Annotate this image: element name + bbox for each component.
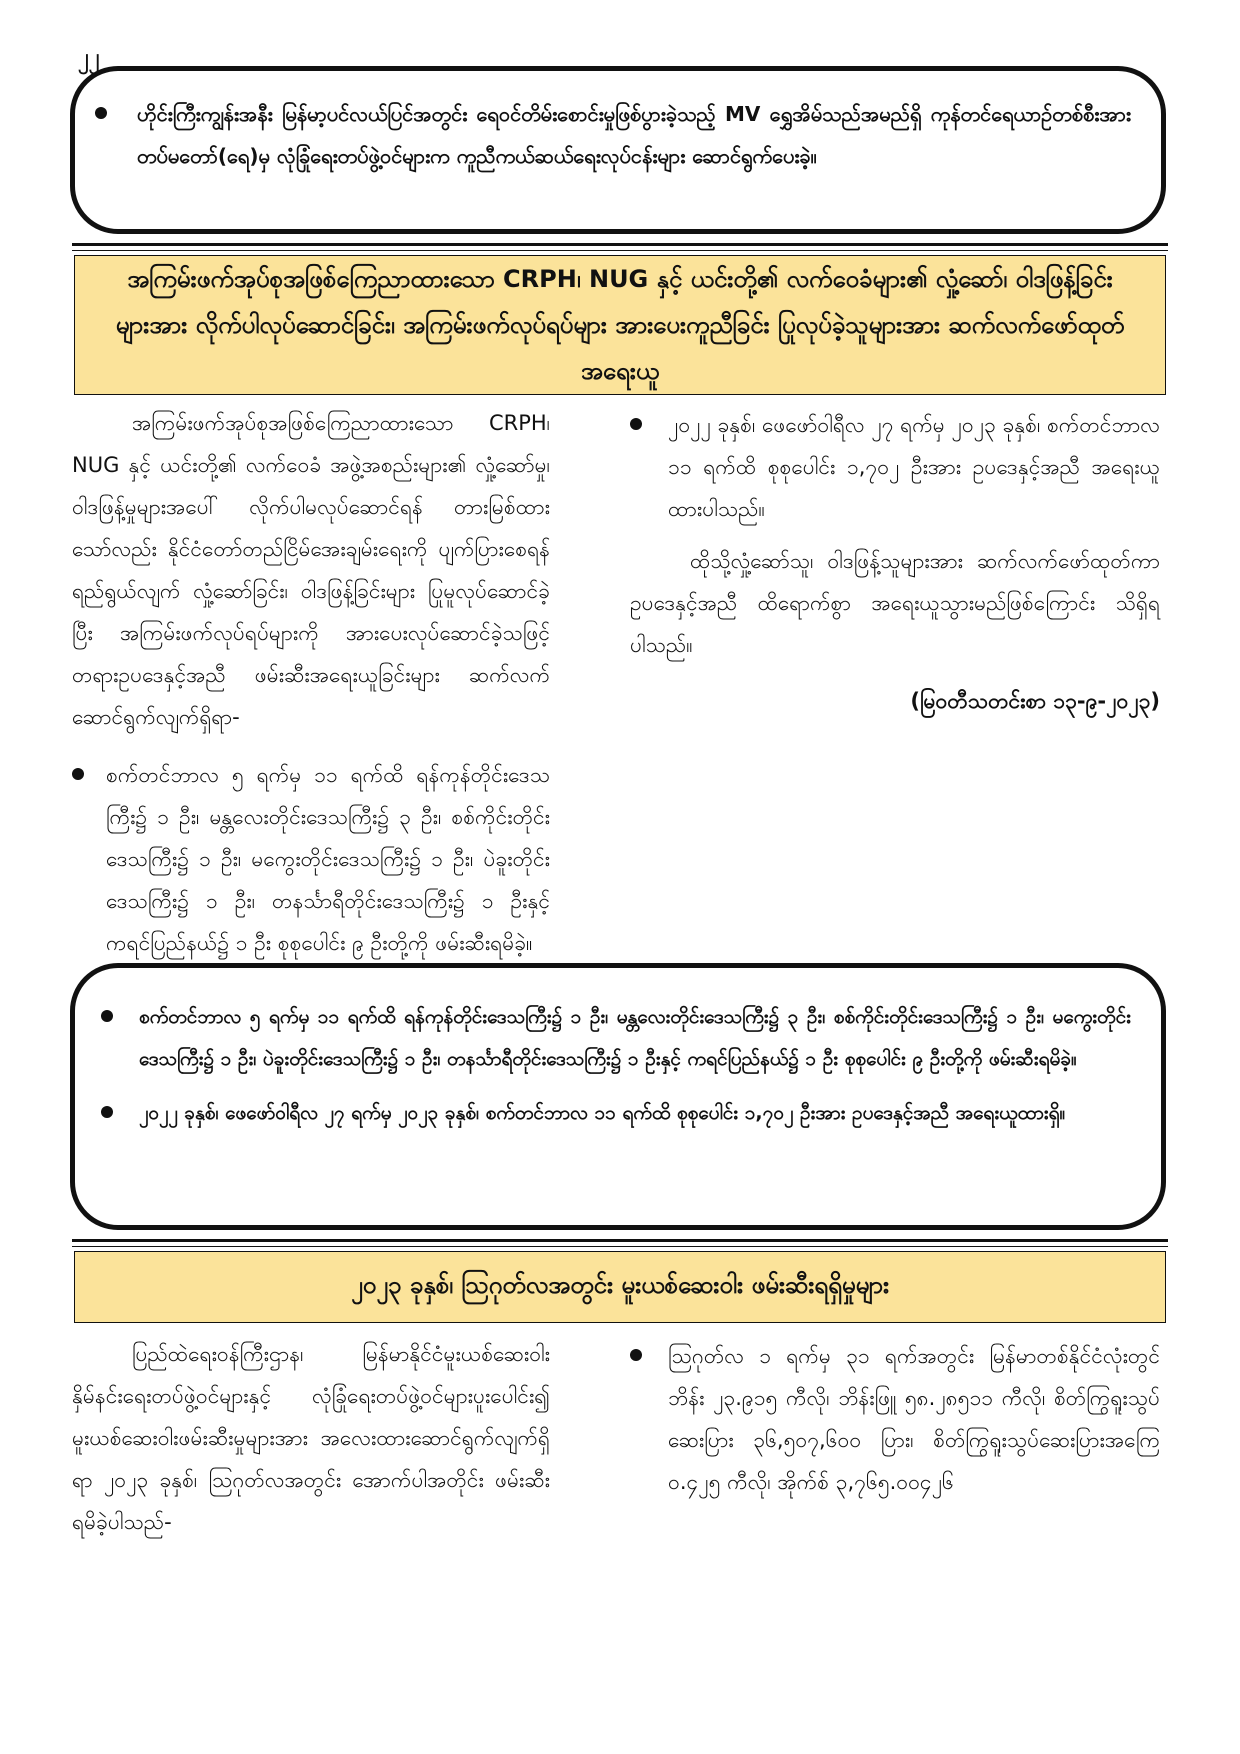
right-column — [630, 404, 1160, 722]
left-column — [72, 1333, 550, 1543]
top-bullet-box — [70, 66, 1166, 234]
list-item — [630, 404, 1160, 530]
divider — [72, 243, 1168, 246]
left-column — [72, 402, 550, 964]
summary-bullet-text: စက်တင်ဘာလ ၅ ရက်မှ ၁၁ ရက်ထိ ရန်ကုန်တိုင်းဒေသကြီး၌ ၁ ဦး၊ မန္တလေးတိုင်းဒေသကြီး၌ ၃ ဦး၊ စစ်ကိုင်းတိုင်းဒေသကြီး၌ ၁ ဦး၊ မကွေးတိုင်းဒေသကြီး၌ ၁ ဦး၊ ပဲခူးတိုင်းဒေသကြီး၌ ၁ ဦး၊ တနင်္သာရီတိုင်းဒေသကြီး၌ ၁ ဦးနှင့် ကရင်ပြည်နယ်၌ ၁ ဦး စုစုပေါင်း ၉ ဦးတို့ကို ဖမ်းဆီးရမိခဲ့။ — [139, 1006, 1131, 1070]
source-citation: (မြဝတီသတင်းစာ ၁၃-၉-၂၀၂၃) — [910, 689, 1160, 713]
summary-box — [70, 963, 1166, 1230]
list-item — [630, 1335, 1160, 1503]
list-item — [101, 1092, 1131, 1134]
bullet-icon — [630, 1349, 642, 1361]
body-paragraph: ထိုသို့လှုံ့ဆော်သူ၊ ဝါဒဖြန့်သူများအား ဆက်လက်ဖော်ထုတ်ကာ ဥပဒေနှင့်အညီ ထိရောက်စွာ အရေးယူသွားမည်ဖြစ်ကြောင်း သိရှိရပါသည်။ — [630, 549, 1160, 657]
bullet-icon — [630, 418, 642, 430]
list-item — [95, 93, 1131, 177]
section-heading: ၂၀၂၃ ခုနှစ်၊ ဩဂုတ်လအတွင်း မူးယစ်ဆေးဝါး ဖမ်းဆီးရရှိမှုများ — [74, 1251, 1166, 1323]
section-heading: အကြမ်းဖက်အုပ်စုအဖြစ်ကြေညာထားသော CRPH၊ NUG နှင့် ယင်းတို့၏ လက်ဝေခံများ၏ လှုံ့ဆော်၊ ဝါဒဖြန့်ခြင်းများအား လိုက်ပါလုပ်ဆောင်ခြင်း၊ အကြမ်းဖက်လုပ်ရပ်များ အားပေးကူညီခြင်း ပြုလုပ်ခဲ့သူများအား ဆက်လက်ဖော်ထုတ်အရေးယူ — [74, 255, 1166, 395]
top-bullet-text: ဟိုင်းကြီးကျွန်းအနီး မြန်မာ့ပင်လယ်ပြင်အတွင်း ရေဝင်တိမ်းစောင်းမှုဖြစ်ပွားခဲ့သည့် MV ရွှေအိမ်သည်အမည်ရှိ ကုန်တင်ရေယာဉ်တစ်စီးအား တပ်မတော်(ရေ)မှ လုံခြုံရေးတပ်ဖွဲ့ဝင်များက ကူညီကယ်ဆယ်ရေးလုပ်ငန်းများ ဆောင်ရွက်ပေးခဲ့။ — [137, 102, 1131, 168]
list-item — [72, 754, 550, 964]
divider — [72, 1246, 1168, 1247]
right-column — [630, 1335, 1160, 1503]
bullet-text: ဩဂုတ်လ ၁ ရက်မှ ၃၁ ရက်အတွင်း မြန်မာတစ်နိုင်ငံလုံးတွင် ဘိန်း ၂၃.၉၁၅ ကီလို၊ ဘိန်းဖြူ ၅၈.၂၈၅၁၁ ကီလို၊ စိတ်ကြွရူးသွပ်ဆေးပြား ၃၆,၅၀၇,၆၀၀ ပြား၊ စိတ်ကြွရူးသွပ်ဆေးပြားအကြေ ၀.၄၂၅ ကီလို၊ အိုက်စ် ၃,၇၆၅.၀၀၄၂၆ — [668, 1344, 1160, 1494]
bullet-icon — [101, 1010, 113, 1022]
divider — [72, 250, 1168, 251]
list-item — [101, 996, 1131, 1080]
divider — [72, 1239, 1168, 1242]
bullet-text: ၂၀၂၂ ခုနှစ်၊ ဖေဖော်ဝါရီလ ၂၇ ရက်မှ ၂၀၂၃ ခုနှစ်၊ စက်တင်ဘာလ ၁၁ ရက်ထိ စုစုပေါင်း ၁,၇၀၂ ဦးအား ဥပဒေနှင့်အညီ အရေးယူထားပါသည်။ — [668, 413, 1160, 521]
body-paragraph: ပြည်ထဲရေးဝန်ကြီးဌာန၊ မြန်မာနိုင်ငံမူးယစ်ဆေးဝါး နှိမ်နင်းရေးတပ်ဖွဲ့ဝင်များနှင့် လုံခြုံရေးတပ်ဖွဲ့ဝင်များပူးပေါင်း၍ မူးယစ်ဆေးဝါးဖမ်းဆီးမှုများအား အလေးထားဆောင်ရွက်လျက်ရှိရာ ၂၀၂၃ ခုနှစ်၊ ဩဂုတ်လအတွင်း အောက်ပါအတိုင်း ဖမ်းဆီးရမိခဲ့ပါသည်- — [72, 1342, 550, 1534]
summary-bullet-text: ၂၀၂၂ ခုနှစ်၊ ဖေဖော်ဝါရီလ ၂၇ ရက်မှ ၂၀၂၃ ခုနှစ်၊ စက်တင်ဘာလ ၁၁ ရက်ထိ စုစုပေါင်း ၁,၇၀၂ ဦးအား ဥပဒေနှင့်အညီ အရေးယူထားရှိ။ — [139, 1102, 1066, 1124]
bullet-icon — [95, 107, 107, 119]
bullet-icon — [72, 768, 84, 780]
page-number: ၂၂ — [78, 45, 100, 70]
body-paragraph: အကြမ်းဖက်အုပ်စုအဖြစ်ကြေညာထားသော CRPH၊ NUG နှင့် ယင်းတို့၏ လက်ဝေခံ အဖွဲ့အစည်းများ၏ လှုံ့ဆော်မှု၊ ဝါဒဖြန့်မှုများအပေါ် လိုက်ပါမလုပ်ဆောင်ရန် တားမြစ်ထားသော်လည်း နိုင်ငံတော်တည်ငြိမ်အေးချမ်းရေးကို ပျက်ပြားစေရန် ရည်ရွယ်လျက် လှုံ့ဆော်ခြင်း၊ ဝါဒဖြန့်ခြင်းများ ပြုမူလုပ်ဆောင်ခဲ့ပြီး အကြမ်းဖက်လုပ်ရပ်များကို အားပေးလုပ်ဆောင်ခဲ့သဖြင့် တရားဥပဒေနှင့်အညီ ဖမ်းဆီးအရေးယူခြင်းများ ဆက်လက် ဆောင်ရွက်လျက်ရှိရာ- — [72, 411, 550, 729]
bullet-text: စက်တင်ဘာလ ၅ ရက်မှ ၁၁ ရက်ထိ ရန်ကုန်တိုင်းဒေသကြီး၌ ၁ ဦး၊ မန္တလေးတိုင်းဒေသကြီး၌ ၃ ဦး၊ စစ်ကိုင်းတိုင်းဒေသကြီး၌ ၁ ဦး၊ မကွေးတိုင်းဒေသကြီး၌ ၁ ဦး၊ ပဲခူးတိုင်းဒေသကြီး၌ ၁ ဦး၊ တနင်္သာရီတိုင်းဒေသကြီး၌ ၁ ဦးနှင့် ကရင်ပြည်နယ်၌ ၁ ဦး စုစုပေါင်း ၉ ဦးတို့ကို ဖမ်းဆီးရမိခဲ့။ — [106, 763, 550, 955]
bullet-icon — [101, 1106, 113, 1118]
